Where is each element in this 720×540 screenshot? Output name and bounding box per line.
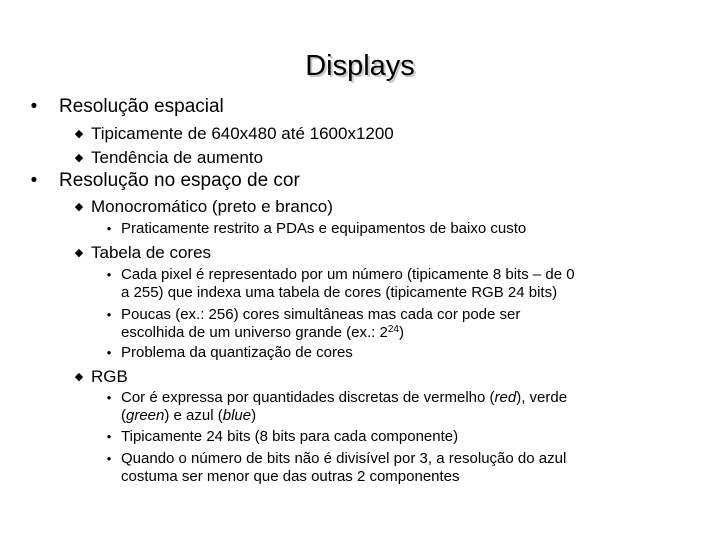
bullet-text-resolucao-cor: Resolução no espaço de cor <box>59 170 300 191</box>
bullet-level3: • <box>106 345 112 360</box>
bullet-level2: ◆ <box>74 201 84 213</box>
bullet-text-rgb: RGB <box>91 367 128 386</box>
bullet-level3: • <box>106 429 112 444</box>
e-azul-text: ) e azul ( <box>164 407 223 424</box>
cor-expressa-text: Cor é expressa por quantidades discretas de vermelho ( <box>121 389 495 406</box>
term-blue: blue <box>222 407 252 424</box>
paren-close: ) <box>251 407 257 424</box>
bullet-text-cada-pixel-line2: a 255) que indexa uma tabela de cores (tipicamente RGB 24 bits) <box>121 284 558 301</box>
poucas-line2-text: escolhida de um universo grande (ex.: 2 <box>121 324 388 341</box>
bullet-text-tabela-de-cores: Tabela de cores <box>91 243 212 262</box>
bullet-text-poucas-line1: Poucas (ex.: 256) cores simultâneas mas cada cor pode ser <box>121 306 521 323</box>
exponent-24: 24 <box>387 324 399 335</box>
bullet-level1: • <box>30 96 38 117</box>
bullet-level3: • <box>106 221 112 236</box>
bullet-text-poucas-line2 <box>121 324 404 342</box>
bullet-text-monocromatico: Monocromático (preto e branco) <box>91 197 333 216</box>
poucas-line2-close: ) <box>398 324 404 341</box>
term-red: red <box>494 389 517 406</box>
paren-open: ( <box>121 407 126 424</box>
bullet-text-quantizacao: Problema da quantização de cores <box>121 344 353 361</box>
cor-expressa-after: ), verde <box>516 389 568 406</box>
term-green: green <box>126 407 165 424</box>
bullet-text-cor-expressa-line1 <box>121 389 567 407</box>
bullet-text-quando-line2: costuma ser menor que das outras 2 componentes <box>121 468 460 485</box>
bullet-level3: • <box>106 267 112 282</box>
bullet-text-cor-expressa-line2 <box>121 407 256 425</box>
bullet-text-resolucao-espacial: Resolução espacial <box>59 96 224 117</box>
bullet-text-tendencia: Tendência de aumento <box>91 148 264 167</box>
bullet-level3: • <box>106 390 112 405</box>
bullet-text-24-bits: Tipicamente 24 bits (8 bits para cada componente) <box>121 428 459 445</box>
bullet-level2: ◆ <box>74 247 84 259</box>
bullet-level2: ◆ <box>74 152 84 164</box>
bullet-level1: • <box>30 170 38 191</box>
bullet-level3: • <box>106 307 112 322</box>
bullet-text-cada-pixel-line1: Cada pixel é representado por um número (tipicamente 8 bits – de 0 <box>121 266 575 283</box>
bullet-level2: ◆ <box>74 128 84 140</box>
bullet-text-pdas: Praticamente restrito a PDAs e equipamentos de baixo custo <box>121 220 527 237</box>
bullet-level2: ◆ <box>74 371 84 383</box>
bullet-text-tipicamente-resolucao: Tipicamente de 640x480 até 1600x1200 <box>91 124 394 143</box>
slide-title: Displays <box>305 50 415 82</box>
bullet-text-quando-line1: Quando o número de bits não é divisível por 3, a resolução do azul <box>121 450 567 467</box>
bullet-level3: • <box>106 451 112 466</box>
